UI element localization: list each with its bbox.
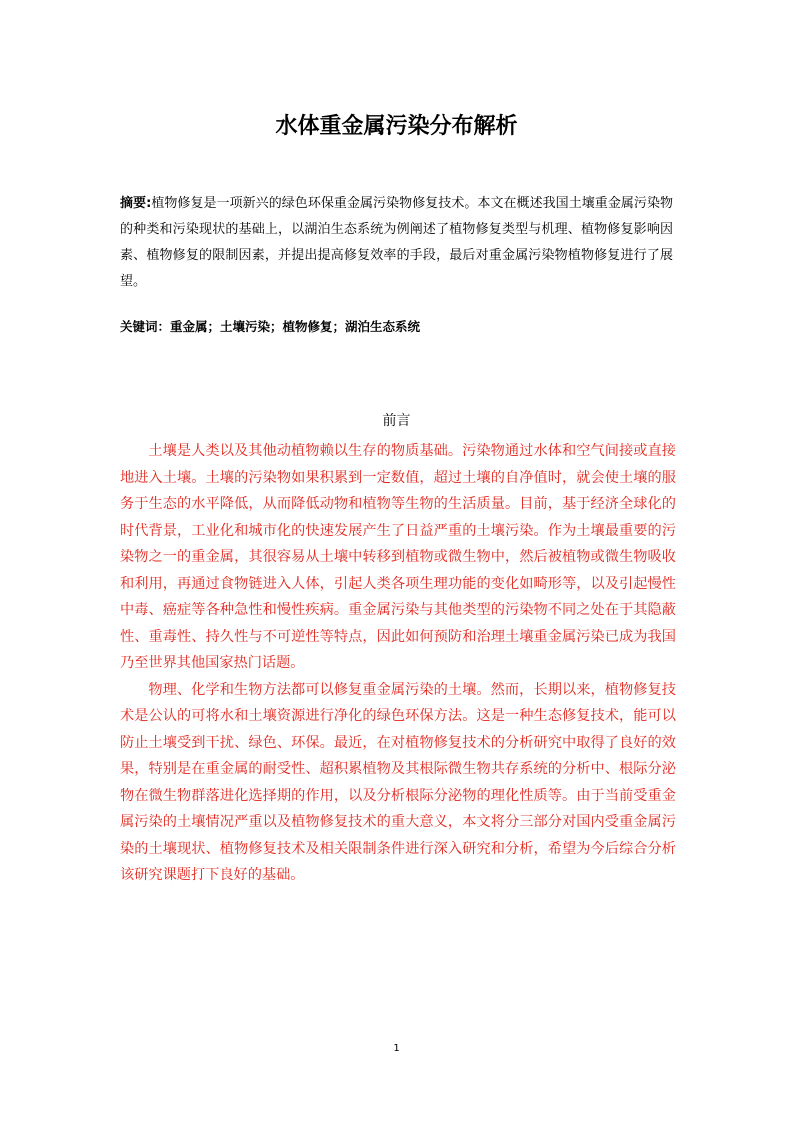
abstract (120, 191, 673, 295)
page-number: 1 (393, 1043, 400, 1054)
section-heading: 前言 (382, 413, 411, 429)
section-body (120, 438, 676, 889)
paragraph: 物理、化学和生物方法都可以修复重金属污染的土壤。然而，长期以来，植物修复技术是公认的可将水和土壤资源进行净化的绿色环保方法。这是一种生态修复技术，能可以防止土壤受到干扰、绿色、环保。最近，在对植物修复技术的分析研究中取得了良好的效果，特别是在重金属的耐受性、超积累植物及其根际微生物共存系统的分析中、根际分泌物在微生物群落进化选择期的作用，以及分析根际分泌物的理化性质等。由于当前受重金属污染的土壤情况严重以及植物修复技术的重大意义，本文将分三部分对国内受重金属污染的土壤现状、植物修复技术及相关限制条件进行深入研究和分析，希望为今后综合分析该研究课题打下良好的基础。 (120, 681, 676, 883)
abstract-label: 摘要: (120, 196, 152, 211)
keywords: 关键词：重金属；土壤污染；植物修复；湖泊生态系统 (120, 319, 421, 334)
paragraph: 土壤是人类以及其他动植物赖以生存的物质基础。污染物通过水体和空气间接或直接地进入土壤。土壤的污染物如果积累到一定数值，超过土壤的自净值时，就会使土壤的服务于生态的水平降低，从而降低动物和植物等生物的生活质量。目前，基于经济全球化的时代背景，工业化和城市化的快速发展产生了日益严重的土壤污染。作为土壤最重要的污染物之一的重金属，其很容易从土壤中转移到植物或微生物中，然后被植物或微生物吸收和利用，再通过食物链进入人体，引起人类各项生理功能的变化如畸形等，以及引起慢性中毒、癌症等各种急性和慢性疾病。重金属污染与其他类型的污染物不同之处在于其隐蔽性、重毒性、持久性与不可逆性等特点，因此如何预防和治理土壤重金属污染已成为我国乃至世界其他国家热门话题。 (120, 443, 676, 671)
abstract-text: 植物修复是一项新兴的绿色环保重金属污染物修复技术。本文在概述我国土壤重金属污染物的种类和污染现状的基础上，以湖泊生态系统为例阐述了植物修复类型与机理、植物修复影响因素、植物修复的限制因素，并提出提高修复效率的手段，最后对重金属污染物植物修复进行了展望。 (120, 196, 673, 289)
document-title: 水体重金属污染分布解析 (275, 114, 518, 139)
